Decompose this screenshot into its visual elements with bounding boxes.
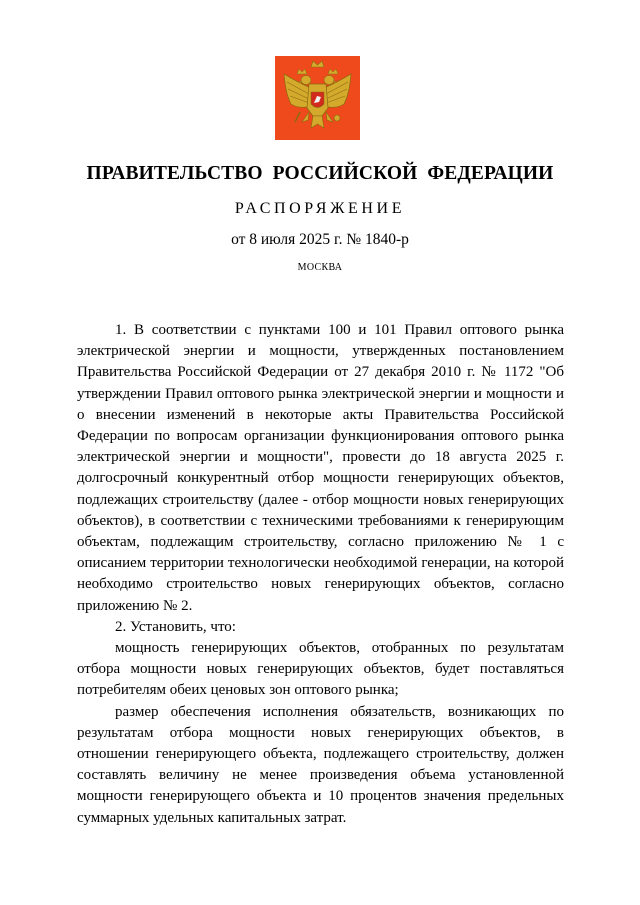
paragraph-1: 1. В соответствии с пунктами 100 и 101 Правил оптового рынка электрической энергии и мощности, утвержденных постановлением Правительства Российской Федерации от 27 декабря 2010 г. № 1172 "Об утверждении Правил оптового рынка электрической энергии и мощности и о внесении изменений в некоторые акты Правительства Российской Федерации по вопросам организации функционирования оптового рынка электрической энергии и мощности", провести до 18 августа 2025 г. долгосрочный конкурентный отбор мощности генерирующих объектов, подлежащих строительству (далее - отбор мощности новых генерирующих объектов), в соответствии с техническими требованиями к генерирующим объектам, подлежащим строительству, согласно приложению № 1 с описанием территории технологически необходимой генерации, на которой необходимо строительство новых генерирующих объектов, согласно приложению № 2. xyxy=(77,322,564,614)
document-body xyxy=(77,320,564,829)
paragraph-4: размер обеспечения исполнения обязательств, возникающих по результатам отбора мощности новых генерирующих объектов, в отношении генерирующего объекта, подлежащего строительству, должен составлять величину не менее произведения объема установленной мощности генерирующего объекта и 10 процентов значения предельных суммарных удельных капитальных затрат. xyxy=(77,703,564,826)
government-title: ПРАВИТЕЛЬСТВО РОССИЙСКОЙ ФЕДЕРАЦИИ xyxy=(86,163,554,184)
paragraph-3: мощность генерирующих объектов, отобранных по результатам отбора мощности новых генерирующих объектов, будет поставляться потребителям обеих ценовых зон оптового рынка; xyxy=(77,640,564,699)
paragraph-2: 2. Установить, что: xyxy=(115,618,236,635)
russian-coat-of-arms-icon xyxy=(275,56,360,140)
document-date-number: от 8 июля 2025 г. № 1840-р xyxy=(231,231,409,248)
document-type: РАСПОРЯЖЕНИЕ xyxy=(234,200,406,217)
document-city: МОСКВА xyxy=(297,262,343,273)
